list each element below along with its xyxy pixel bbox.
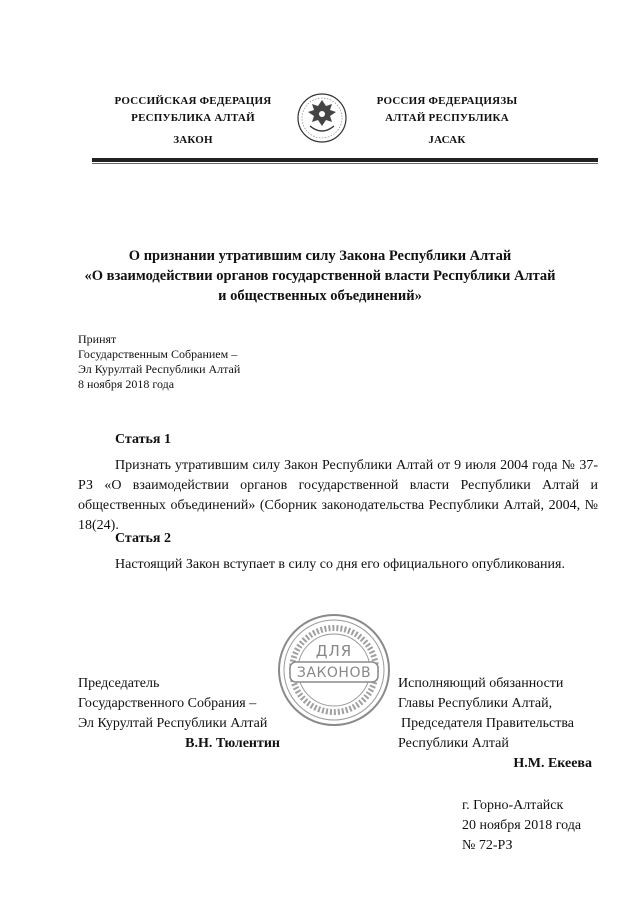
- header-rule: [92, 158, 598, 162]
- sig-left-line2: Государственного Собрания –: [78, 696, 257, 711]
- law-title-line3: и общественных объединений»: [218, 288, 422, 304]
- law-title-line2: «О взаимодействии органов государственной власти Республики Алтай: [84, 268, 556, 284]
- sig-left-line3: Эл Курултай Республики Алтай: [78, 716, 268, 731]
- stamp-seal: [276, 612, 392, 728]
- sig-left-line1: Председатель: [78, 676, 160, 691]
- header-rule-thin: [92, 163, 598, 164]
- article2-heading: Статья 2: [115, 531, 171, 546]
- adopted-line3: Эл Курултай Республики Алтай: [78, 362, 241, 376]
- sig-right-name: Н.М. Екеева: [513, 756, 592, 771]
- header-right-line1: РОССИЯ ФЕДЕРАЦИЯЗЫ: [376, 95, 518, 107]
- coat-of-arms-icon: [296, 86, 348, 150]
- footer-city: г. Горно-Алтайск: [462, 798, 564, 813]
- header-right-line3: JАСАК: [428, 134, 466, 146]
- header-right-line2: АЛТАЙ РЕСПУБЛИКА: [385, 112, 509, 124]
- sig-right-line1: Исполняющий обязанности: [398, 676, 564, 691]
- adopted-line2: Государственным Собранием –: [78, 347, 238, 361]
- sig-right-line4: Республики Алтай: [398, 736, 509, 751]
- sig-right-line2: Главы Республики Алтай,: [398, 696, 553, 711]
- article1-heading: Статья 1: [115, 432, 171, 447]
- footer-number: № 72-РЗ: [462, 838, 513, 853]
- article1-text: Признать утратившим силу Закон Республики Алтай от 9 июля 2004 года № 37-РЗ «О взаимодействии органов государственной власти Республики Алтай и общественных объединений» (Сборник законодательства Республики Алтай, 2004, № 18(24).: [78, 458, 598, 533]
- header-left-line3: ЗАКОН: [173, 134, 213, 146]
- sig-left-name: В.Н. Тюлентин: [185, 736, 280, 751]
- sig-right-line3: Председателя Правительства: [401, 716, 575, 731]
- adopted-line1: Принят: [78, 332, 117, 346]
- stamp-text-line1: ДЛЯ: [315, 642, 353, 660]
- footer-date: 20 ноября 2018 года: [462, 818, 582, 833]
- law-title-line1: О признании утратившим силу Закона Республики Алтай: [128, 248, 512, 264]
- stamp-text-line2: ЗАКОНОВ: [296, 665, 372, 681]
- adopted-line4: 8 ноября 2018 года: [78, 377, 175, 391]
- article2-text: Настоящий Закон вступает в силу со дня его официального опубликования.: [115, 557, 565, 572]
- header-left-line2: РЕСПУБЛИКА АЛТАЙ: [131, 112, 255, 124]
- header-left-line1: РОССИЙСКАЯ ФЕДЕРАЦИЯ: [114, 95, 272, 107]
